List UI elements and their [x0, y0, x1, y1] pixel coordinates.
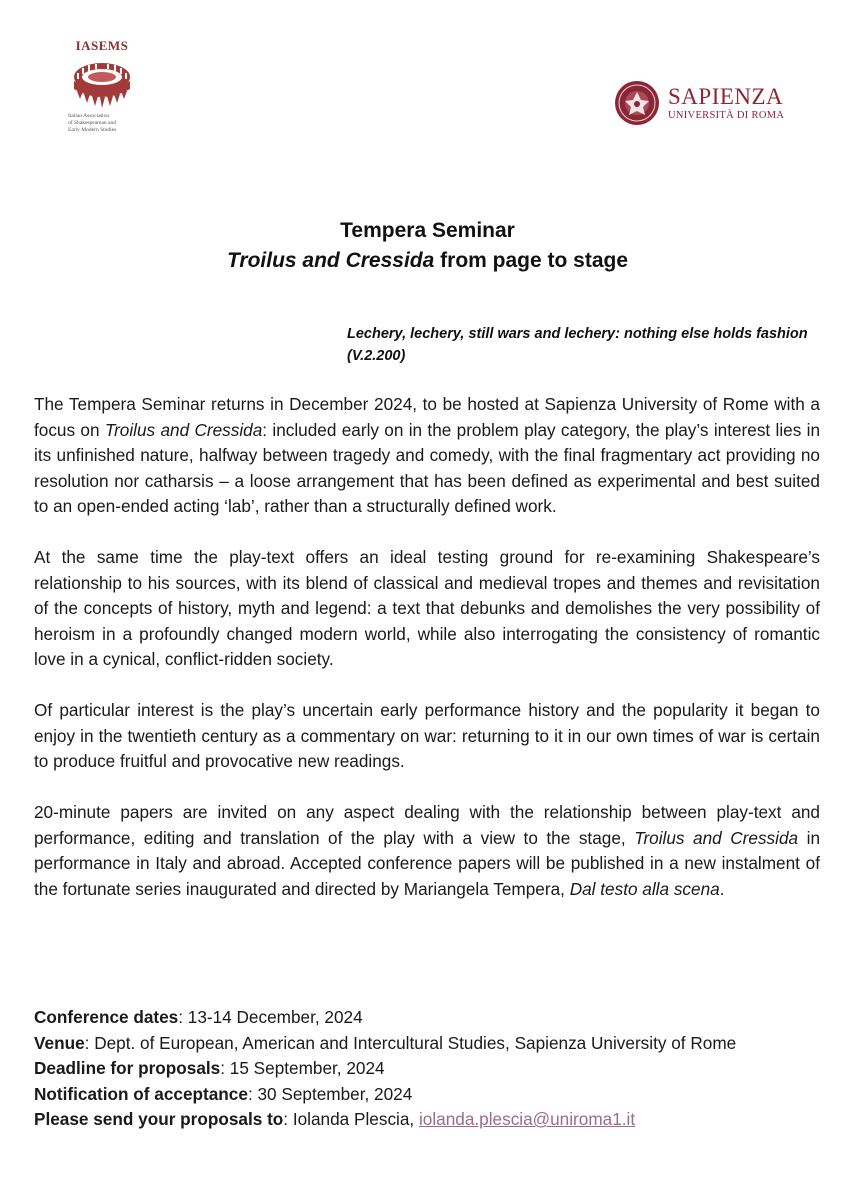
- venue-label: Venue: [34, 1032, 85, 1053]
- p4-text-e: .: [719, 878, 725, 899]
- venue-value: : Dept. of European, American and Intercultural Studies, Sapienza University of Rome: [84, 1032, 737, 1053]
- iasems-full-name: [62, 113, 142, 134]
- p1-text-a: The Tempera Seminar returns in December 2024, to be hosted at Sapienza University of Rome with a focus on: [34, 394, 820, 440]
- paragraph-call: [34, 800, 820, 902]
- seminar-subtitle: [0, 246, 855, 276]
- detail-deadline: [34, 1056, 820, 1082]
- contact-label: Please send your proposals to: [34, 1109, 284, 1129]
- paragraph-intro: [34, 392, 820, 520]
- sapienza-logo: [614, 80, 784, 126]
- iasems-line-3: Early Modern Studies: [68, 127, 117, 133]
- body-text: [34, 392, 820, 928]
- iasems-logo: [62, 38, 142, 134]
- p1-play-title: Troilus and Cressida: [104, 419, 263, 440]
- subtitle-rest: from page to stage: [434, 249, 629, 272]
- deadline-value: : 15 September, 2024: [220, 1058, 385, 1078]
- detail-dates: [34, 1005, 820, 1031]
- theatre-emblem-icon: [71, 57, 133, 111]
- paragraph-sources: At the same time the play-text offers an ideal testing ground for re-examining Shakespeare’s relationship to his sources, with its blend of classical and medieval tropes and themes and revisitation of the concepts of history, myth and legend: a text that debunks and demolishes the very possibility of heroism in a profoundly changed modern world, while also interrogating the consistency of romantic love in a cynical, conflict-ridden society.: [34, 547, 820, 669]
- notification-label: Notification of acceptance: [34, 1083, 248, 1104]
- iasems-line-2: of Shakespearean and: [68, 120, 116, 126]
- paragraph-performance: Of particular interest is the play’s uncertain early performance history and the popularity it began to enjoy in the twentieth century as a commentary on war: returning to it in our own times of war is certain to produce fruitful and provocative new readings.: [34, 700, 820, 771]
- sapienza-seal-icon: [614, 80, 660, 126]
- sapienza-name: SAPIENZA: [668, 83, 784, 109]
- iasems-acronym: IASEMS: [75, 38, 129, 53]
- contact-email-link[interactable]: iolanda.plescia@uniroma1.it: [418, 1109, 636, 1129]
- p4-play-title: Troilus and Cressida: [634, 827, 799, 848]
- seminar-title: Tempera Seminar: [340, 219, 515, 242]
- notification-value: : 30 September, 2024: [247, 1083, 413, 1104]
- iasems-line-1: Italian Association: [68, 113, 110, 119]
- detail-notification: [34, 1082, 820, 1108]
- conference-details: [34, 1005, 820, 1133]
- p1-text-c: : included early on in the problem play category, the play’s interest lies in its unfinished nature, halfway between tragedy and comedy, with the final fragmentary act providing no resolution nor catharsis – a loose arrangement that has been defined as experimental and best suited to an open-ended acting ‘lab’, rather than a structurally defined work.: [34, 419, 820, 516]
- deadline-label: Deadline for proposals: [34, 1058, 221, 1078]
- dates-value: : 13-14 December, 2024: [178, 1007, 363, 1027]
- detail-venue: [34, 1031, 820, 1057]
- p4-series-title: Dal testo alla scena: [569, 878, 720, 899]
- dates-label: Conference dates: [34, 1007, 179, 1027]
- detail-contact: [34, 1107, 820, 1133]
- p4-text-c: in performance in Italy and abroad. Accepted conference papers will be published in a new instalment of the fortunate series inaugurated and directed by Mariangela Tempera,: [34, 827, 821, 899]
- page-title: [0, 216, 855, 276]
- p4-text-a: 20-minute papers are invited on any aspect dealing with the relationship between play-text and performance, editing and translation of the play with a view to the stage,: [34, 802, 820, 848]
- contact-name: : Iolanda Plescia,: [283, 1109, 419, 1129]
- subtitle-play-name: Troilus and Cressida: [226, 249, 435, 272]
- sapienza-subtitle: UNIVERSITÀ DI ROMA: [668, 109, 785, 121]
- epigraph-quote: Lechery, lechery, still wars and lechery: nothing else holds fashion (V.2.200): [347, 326, 808, 364]
